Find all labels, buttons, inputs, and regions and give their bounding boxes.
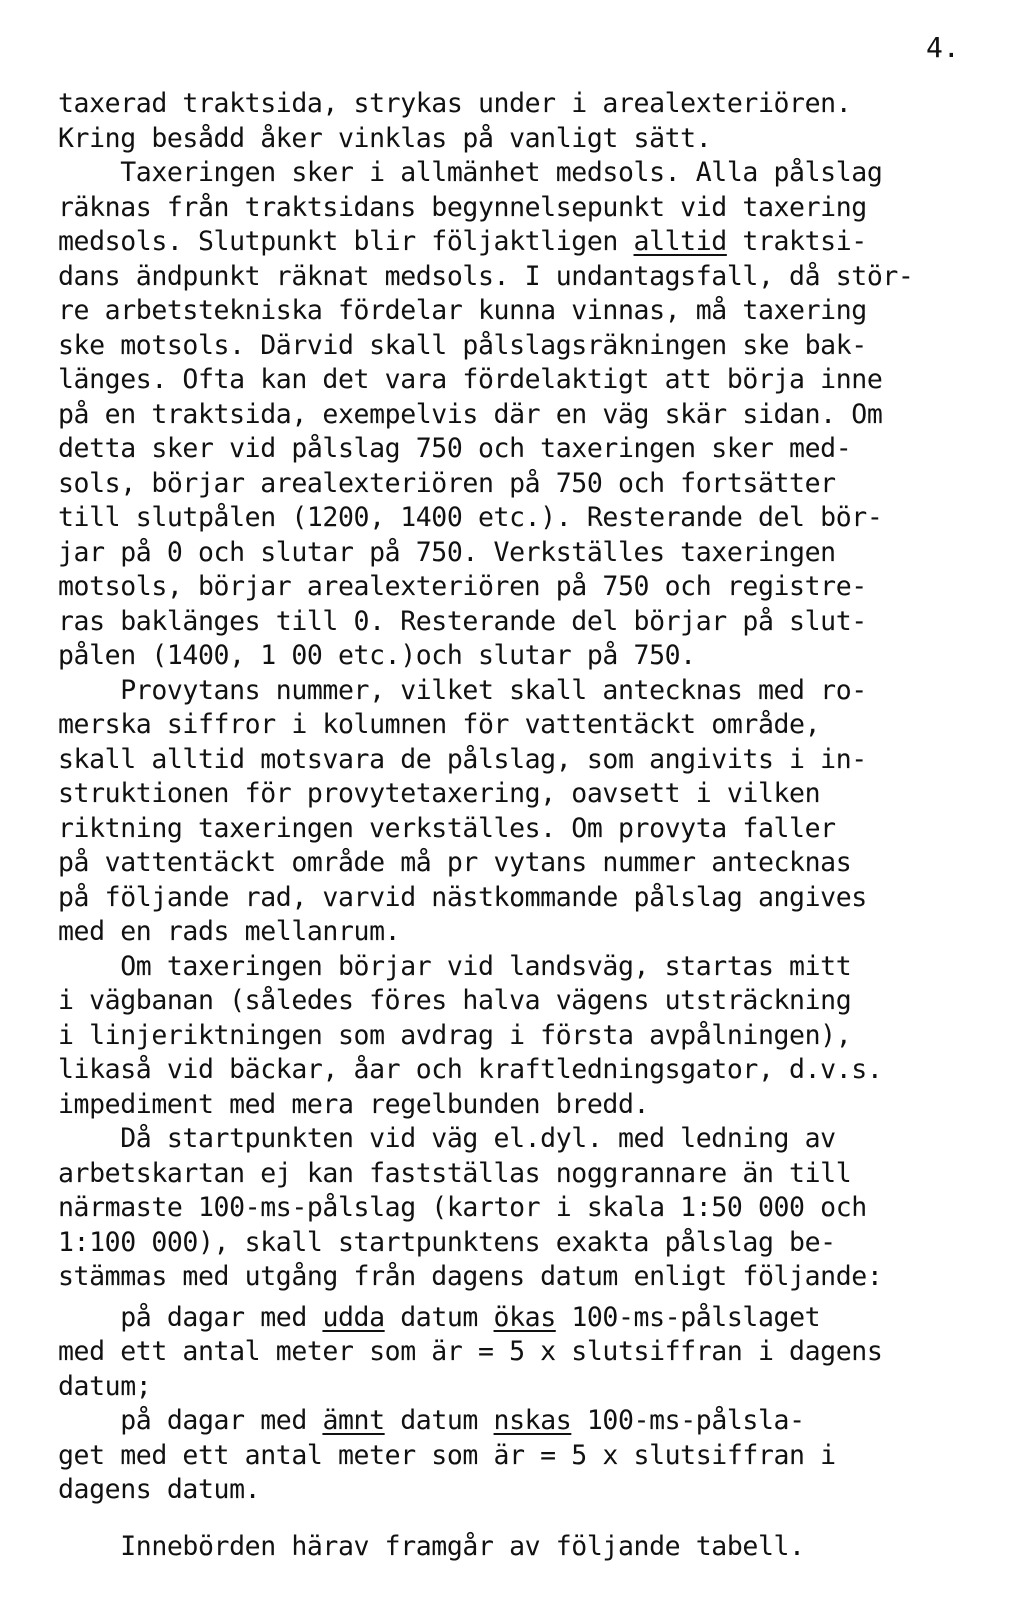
text-line: räknas från traktsidans begynnelsepunkt vid taxering [58, 191, 867, 223]
text-line: skall alltid motsvara de pålslag, som angivits i in- [58, 743, 867, 775]
underlined-word: nskas [493, 1405, 572, 1436]
text-line: jar på 0 och slutar på 750. Verkställes taxeringen [58, 536, 836, 568]
body-text [58, 87, 988, 1564]
text-line: datum; [58, 1370, 152, 1402]
text-line: merska siffror i kolumnen för vattentäckt område, [58, 709, 821, 740]
underlined-word: ökas [493, 1301, 556, 1333]
text-line: i linjeriktningen som avdrag i första avpålningen), [58, 1019, 852, 1051]
text-line: sols, börjar arealexteriören på 750 och fortsätter [58, 467, 836, 499]
text-line: stämmas med utgång från dagens datum enligt följande: [58, 1261, 883, 1292]
text-line: detta sker vid pålslag 750 och taxeringen sker med- [58, 433, 852, 464]
text-line: till slutpålen (1200, 1400 etc.). Resterande del bör- [58, 502, 883, 533]
text-line: impediment med mera regelbunden bredd. [58, 1088, 650, 1120]
text-line: 1:100 000), skall startpunktens exakta pålslag be- [58, 1226, 836, 1258]
text-line: Taxeringen sker i allmänhet medsols. Alla pålslag [58, 157, 883, 188]
underlined-word: udda [322, 1301, 385, 1333]
text-line: på följande rad, varvid nästkommande pålslag angives [58, 881, 867, 913]
text-line: riktning taxeringen verkställes. Om provyta faller [58, 812, 836, 844]
text-line: Provytans nummer, vilket skall antecknas med ro- [58, 674, 867, 706]
text-line: på en traktsida, exempelvis där en väg skär sidan. Om [58, 398, 883, 430]
text-line: get med ett antal meter som är = 5 x slutsiffran i [58, 1439, 836, 1471]
text-line: medsols. Slutpunkt blir följaktligen alltid traktsi- [58, 226, 867, 257]
text-line: ras baklänges till 0. Resterande del börjar på slut- [58, 605, 867, 637]
text-line: ske motsols. Därvid skall pålslagsräkningen ske bak- [58, 329, 867, 361]
text-line: med ett antal meter som är = 5 x slutsiffran i dagens [58, 1336, 883, 1367]
text-line: likaså vid bäckar, åar och kraftledningsgator, d.v.s. [58, 1054, 883, 1085]
text-line: struktionen för provytetaxering, oavsett i vilken [58, 778, 821, 809]
text-line: re arbetstekniska fördelar kunna vinnas, må taxering [58, 295, 867, 326]
text-line: dans ändpunkt räknat medsols. I undantagsfall, då stör- [58, 260, 914, 292]
text-line: motsols, börjar arealexteriören på 750 och registre- [58, 571, 867, 602]
text-line: Kring besådd åker vinklas på vanligt sätt. [58, 122, 712, 154]
page-number: 4. [926, 31, 960, 64]
underlined-word: alltid [633, 226, 727, 257]
text-line: pålen (1400, 1 00 etc.)och slutar på 750. [58, 640, 696, 671]
text-line: på vattentäckt område må pr vytans nummer antecknas [58, 847, 852, 878]
text-line: i vägbanan (således föres halva vägens utsträckning [58, 985, 852, 1016]
text-line: på dagar med udda datum ökas 100-ms-pålslaget [58, 1301, 821, 1333]
text-line: länges. Ofta kan det vara fördelaktigt att börja inne [58, 364, 883, 395]
underlined-word: ämnt [322, 1405, 385, 1436]
text-line: dagens datum. [58, 1474, 261, 1505]
text-line: med en rads mellanrum. [58, 916, 401, 947]
text-line: taxerad traktsida, strykas under i arealexteriören. [58, 88, 852, 119]
text-line: arbetskartan ej kan fastställas noggrannare än till [58, 1157, 852, 1189]
text-line: på dagar med ämnt datum nskas 100-ms-pålsla- [58, 1405, 805, 1436]
text-line: närmaste 100-ms-pålslag (kartor i skala 1:50 000 och [58, 1192, 867, 1223]
text-line: Då startpunkten vid väg el.dyl. med ledning av [58, 1123, 836, 1154]
text-line: Om taxeringen börjar vid landsväg, startas mitt [58, 950, 852, 982]
text-line: Innebörden härav framgår av följande tabell. [58, 1530, 805, 1562]
